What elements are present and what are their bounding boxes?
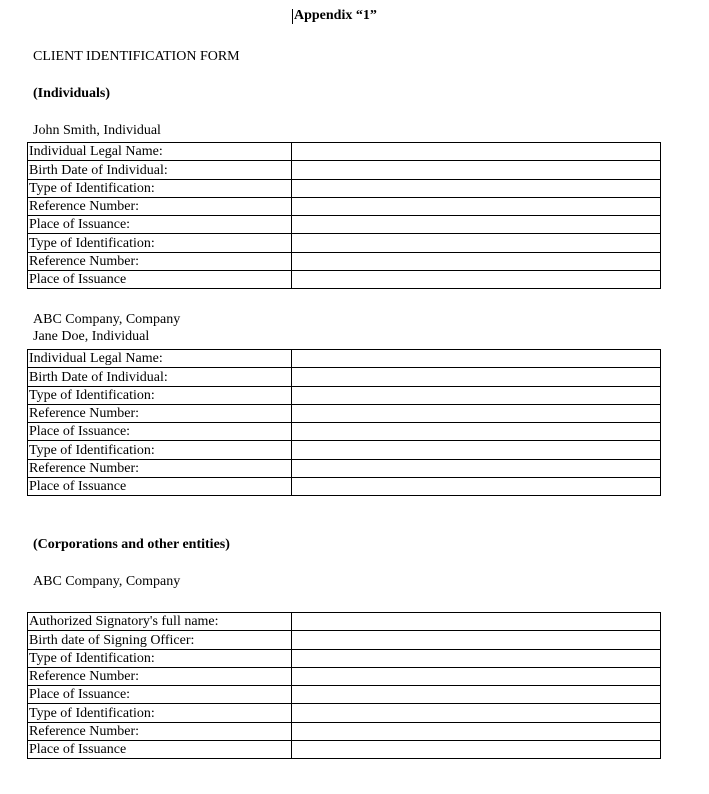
field-value-cell[interactable]: [292, 631, 661, 649]
field-value-cell[interactable]: [292, 271, 661, 289]
field-value-cell[interactable]: [292, 741, 661, 759]
table-row: [28, 613, 661, 631]
table-row: [28, 404, 661, 422]
table-row: [28, 161, 661, 179]
individuals-heading: (Individuals): [33, 86, 111, 101]
table-row: [28, 667, 661, 685]
field-label: Birth date of Signing Officer:: [28, 631, 292, 649]
client-name-line: ABC Company, Company: [33, 312, 181, 327]
table-row: [28, 649, 661, 667]
table-row: [28, 143, 661, 161]
table-row: [28, 459, 661, 477]
table-row: [28, 704, 661, 722]
table-row: [28, 741, 661, 759]
individual-id-table-1: [27, 142, 661, 289]
table-row: [28, 350, 661, 368]
field-value-cell[interactable]: [292, 161, 661, 179]
field-label: Individual Legal Name:: [28, 143, 292, 161]
field-value-cell[interactable]: [292, 686, 661, 704]
field-label: Type of Identification:: [28, 441, 292, 459]
field-label: Type of Identification:: [28, 649, 292, 667]
client-name-line: John Smith, Individual: [33, 123, 161, 138]
table-row: [28, 271, 661, 289]
field-value-cell[interactable]: [292, 423, 661, 441]
field-value-cell[interactable]: [292, 252, 661, 270]
client-name-line: ABC Company, Company: [33, 574, 181, 589]
field-label: Reference Number:: [28, 459, 292, 477]
field-value-cell[interactable]: [292, 649, 661, 667]
table-row: [28, 722, 661, 740]
field-label: Reference Number:: [28, 404, 292, 422]
field-value-cell[interactable]: [292, 143, 661, 161]
table-row: [28, 234, 661, 252]
field-value-cell[interactable]: [292, 216, 661, 234]
table-row: [28, 386, 661, 404]
field-label: Place of Issuance:: [28, 686, 292, 704]
table-row: [28, 197, 661, 215]
field-label: Reference Number:: [28, 722, 292, 740]
text-cursor: [292, 9, 293, 24]
table-row: [28, 216, 661, 234]
field-label: Place of Issuance:: [28, 216, 292, 234]
field-value-cell[interactable]: [292, 704, 661, 722]
field-label: Reference Number:: [28, 197, 292, 215]
field-value-cell[interactable]: [292, 350, 661, 368]
field-label: Type of Identification:: [28, 704, 292, 722]
field-label: Type of Identification:: [28, 234, 292, 252]
table-row: [28, 368, 661, 386]
table-row: [28, 478, 661, 496]
field-label: Reference Number:: [28, 667, 292, 685]
field-label: Reference Number:: [28, 252, 292, 270]
field-value-cell[interactable]: [292, 386, 661, 404]
field-label: Individual Legal Name:: [28, 350, 292, 368]
field-label: Place of Issuance:: [28, 423, 292, 441]
form-title: CLIENT IDENTIFICATION FORM: [33, 49, 240, 64]
field-label: Type of Identification:: [28, 386, 292, 404]
field-label: Authorized Signatory's full name:: [28, 613, 292, 631]
field-label: Type of Identification:: [28, 179, 292, 197]
individual-id-table-2: [27, 349, 661, 496]
field-value-cell[interactable]: [292, 722, 661, 740]
field-label: Place of Issuance: [28, 741, 292, 759]
client-name-line: Jane Doe, Individual: [33, 329, 150, 344]
field-value-cell[interactable]: [292, 667, 661, 685]
corporations-heading: (Corporations and other entities): [33, 537, 230, 552]
table-row: [28, 631, 661, 649]
table-row: [28, 179, 661, 197]
field-value-cell[interactable]: [292, 368, 661, 386]
table-row: [28, 252, 661, 270]
corporate-id-table: [27, 612, 661, 759]
field-value-cell[interactable]: [292, 234, 661, 252]
table-row: [28, 423, 661, 441]
field-value-cell[interactable]: [292, 179, 661, 197]
field-value-cell[interactable]: [292, 459, 661, 477]
table-row: [28, 441, 661, 459]
field-label: Birth Date of Individual:: [28, 368, 292, 386]
field-label: Birth Date of Individual:: [28, 161, 292, 179]
table-row: [28, 686, 661, 704]
field-label: Place of Issuance: [28, 478, 292, 496]
field-value-cell[interactable]: [292, 613, 661, 631]
field-value-cell[interactable]: [292, 404, 661, 422]
field-label: Place of Issuance: [28, 271, 292, 289]
field-value-cell[interactable]: [292, 197, 661, 215]
appendix-title: Appendix “1”: [294, 8, 377, 23]
field-value-cell[interactable]: [292, 478, 661, 496]
field-value-cell[interactable]: [292, 441, 661, 459]
